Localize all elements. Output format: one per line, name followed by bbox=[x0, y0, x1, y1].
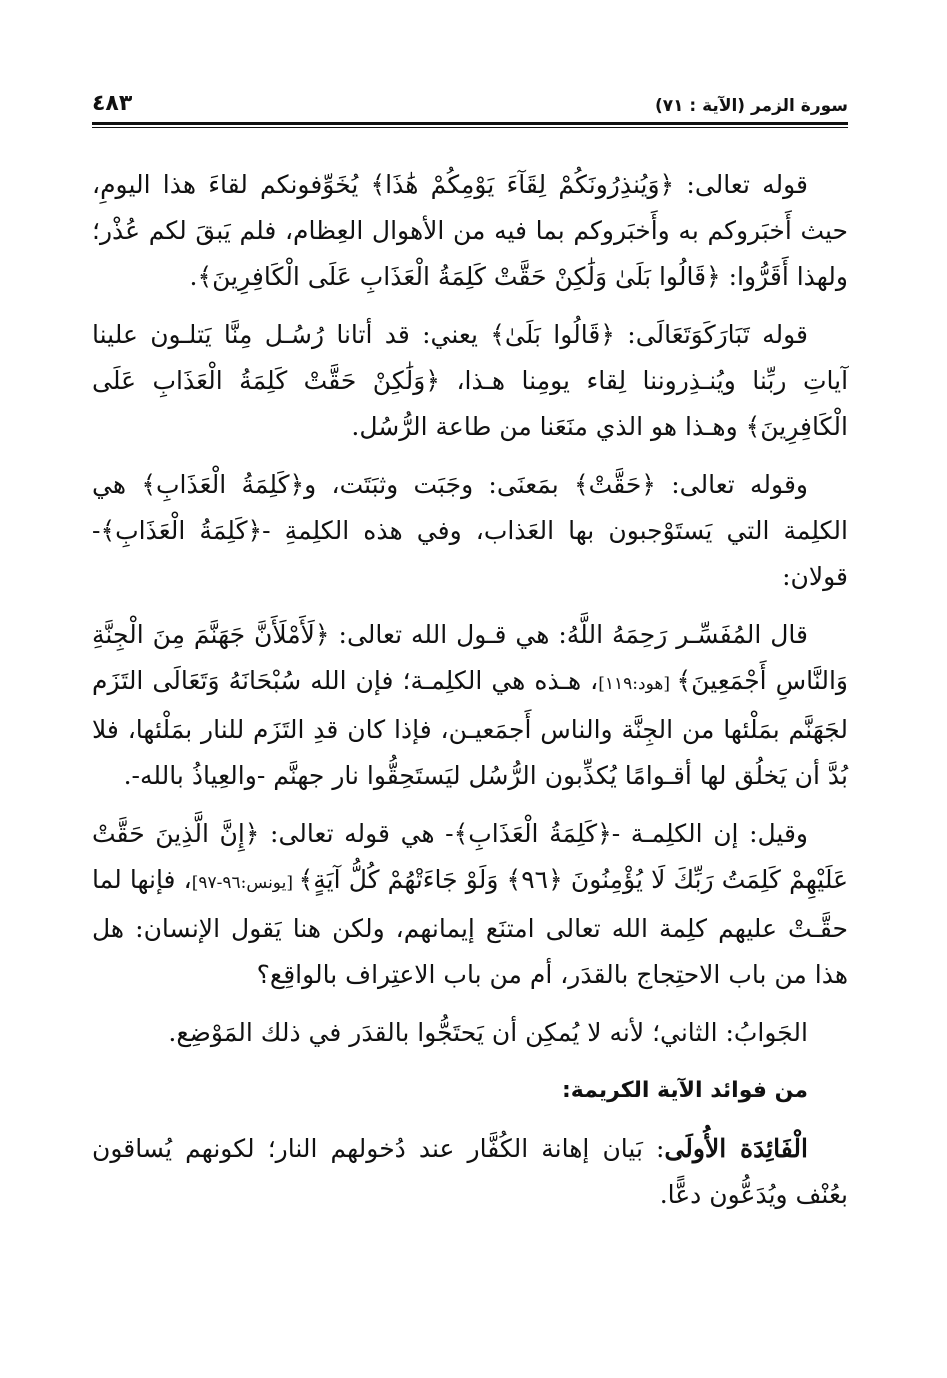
text: وقوله تعالى: bbox=[655, 470, 808, 499]
text: وقيل: إن الكلِمـة - bbox=[611, 819, 809, 848]
running-header bbox=[92, 86, 848, 116]
quran-verse: ﴿لَأَمْلَأَنَّ جَهَنَّمَ مِنَ الْجِنَّةِ وَالنَّاسِ أَجْمَعِينَ﴾ bbox=[92, 620, 848, 695]
book-page bbox=[92, 86, 848, 1336]
verse-reference: [يونس:٩٦-٩٧] bbox=[191, 873, 299, 893]
quran-verse: ﴿قَالُوا بَلَىٰ﴾ bbox=[490, 320, 615, 349]
section-title: من فوائد الآية الكريمة: bbox=[561, 1078, 808, 1103]
text: وهـذا هو الذي منَعَنا من طاعة الرُّسُل. bbox=[351, 412, 746, 441]
text: ، فإنها لما حقَّـتْ عليهم كلِمة الله تعالى امتنَع إيمانهم، ولكن هنا يَقول الإنسان: هل هذا من باب الاحتِجاج بالقدَر، أم من باب الاعتِراف بالواقِع؟ bbox=[92, 865, 848, 989]
quran-verse: ﴿إِنَّ الَّذِينَ حَقَّتْ عَلَيْهِمْ كَلِمَتُ رَبِّكَ لَا يُؤْمِنُونَ ﴿٩٦﴾ وَلَوْ جَاءَتْهُمْ كُلُّ آيَةٍ﴾ bbox=[92, 819, 849, 894]
paragraph-4 bbox=[92, 612, 848, 799]
paragraph-3 bbox=[92, 462, 848, 600]
paragraph-1 bbox=[92, 162, 848, 300]
text: . bbox=[189, 262, 198, 291]
text: يعني: قد أتانا رُسُـل مِنَّا يَتلـون علينا آياتِ ربِّنا ويُنـذِروننا لِقاء يومِنا هـذا، bbox=[92, 320, 849, 395]
text: قوله تعالى: bbox=[674, 170, 808, 199]
benefit-paragraph bbox=[92, 1126, 848, 1218]
quran-verse: ﴿كَلِمَةُ الْعَذَابِ﴾ bbox=[453, 819, 612, 848]
text: : بَيان إهانة الكُفَّار عند دُخولهم النار؛ لكونهم يُساقون بعُنْف ويُدَعُّون دعًّا. bbox=[92, 1134, 848, 1209]
text: ، هـذه هي الكلِمـة؛ فإن الله سُبْحَانَهُ وَتَعَالَى التَزَم لجَهَنَّم بمَلْئها من الجِنَّة والناس أَجمَعيـن، فإذا كان قدِ التَزَم للنار بمَلْئها، فلا بُدَّ أن يَخلُق لها أقـوامًا يُكذِّبون الرُّسُل ليَستَحِقُّوا نار جهنَّم -والعِياذُ بالله-. bbox=[92, 666, 848, 790]
quran-verse: ﴿كَلِمَةُ الْعَذَابِ﴾ bbox=[141, 470, 305, 499]
paragraph-5 bbox=[92, 811, 848, 998]
page-body bbox=[92, 162, 848, 1218]
text: قال المُفَسِّـر رَحِمَهُ اللَّهُ: هي قـول الله تعالى: bbox=[329, 620, 808, 649]
page-number: ٤٨٣ bbox=[92, 91, 133, 116]
text: هي الكلِمة التي يَستَوْجبون بها العَذاب، وفي هذه الكلِمةِ - bbox=[92, 470, 848, 545]
text: - هي قوله تعالى: bbox=[259, 819, 454, 848]
paragraph-6 bbox=[92, 1010, 848, 1056]
verse-reference: [هود:١١٩] bbox=[598, 674, 677, 694]
text: الجَوابُ: الثاني؛ لأنه لا يُمكِن أن يَحتَجُّوا بالقدَر في ذلك المَوْضِع. bbox=[168, 1018, 808, 1047]
paragraph-2 bbox=[92, 312, 848, 450]
surah-title: سورة الزمر (الآية : ٧١) bbox=[654, 96, 848, 116]
text: بمَعنَى: وجَبَت وثبَتَت، و bbox=[304, 470, 574, 499]
quran-verse: ﴿قَالُوا بَلَىٰ وَلَٰكِنْ حَقَّتْ كَلِمَةُ الْعَذَابِ عَلَى الْكَافِرِينَ﴾ bbox=[197, 262, 721, 291]
quran-verse: ﴿حَقَّتْ﴾ bbox=[574, 470, 656, 499]
header-rule bbox=[92, 122, 848, 128]
quran-verse: ﴿وَيُنذِرُونَكُمْ لِقَآءَ يَوْمِكُمْ هَٰذَا﴾ bbox=[370, 170, 675, 199]
text: يُخَوِّفونكم لقاءَ هذا اليومِ، حيث أَخبَروكم به وأَخبَروكم بما فيه من الأهوال العِظام، فلم يَبقَ لكم عُذْر؛ ولهذا أَقَرُّوا: bbox=[92, 170, 848, 291]
text: قوله تَبَارَكَوَتَعَالَى: bbox=[614, 320, 808, 349]
quran-verse: ﴿وَلَٰكِنْ حَقَّتْ كَلِمَةُ الْعَذَابِ عَلَى الْكَافِرِينَ﴾ bbox=[92, 366, 848, 441]
quran-verse: ﴿كَلِمَةُ الْعَذَابِ﴾ bbox=[100, 516, 263, 545]
benefit-lead: الْفَائِدَة الأُولَى bbox=[664, 1134, 808, 1163]
text: - قولان: bbox=[92, 516, 848, 591]
